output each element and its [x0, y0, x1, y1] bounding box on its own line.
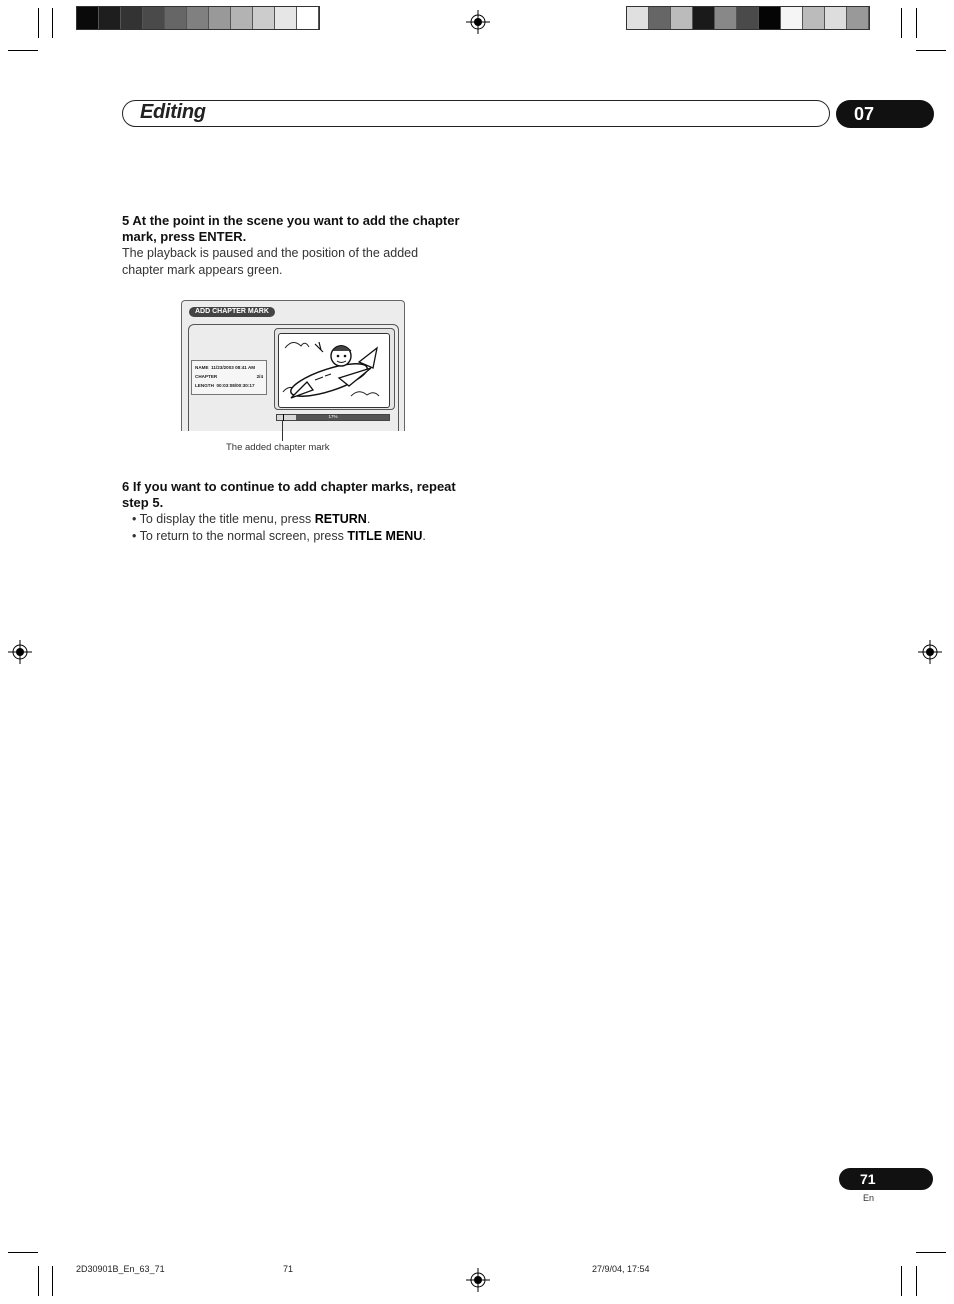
- right-bar-swatch: [649, 7, 671, 29]
- right-bar-swatch: [803, 7, 825, 29]
- left-bar-swatch: [253, 7, 275, 29]
- right-bar-swatch: [715, 7, 737, 29]
- right-bar-swatch: [759, 7, 781, 29]
- bullet-text: • To display the title menu, press: [132, 512, 315, 526]
- crop-mark: [38, 8, 39, 38]
- chapter-label: CHAPTER: [195, 374, 218, 379]
- right-bar-swatch: [671, 7, 693, 29]
- color-calibration-bar-right: [626, 6, 870, 30]
- title-info-box: [191, 360, 267, 395]
- right-bar-swatch: [825, 7, 847, 29]
- right-bar-swatch: [627, 7, 649, 29]
- name-label: NAME: [195, 365, 209, 370]
- left-bar-swatch: [99, 7, 121, 29]
- right-bar-swatch: [781, 7, 803, 29]
- language-code: En: [863, 1193, 875, 1203]
- screen-mode-tag: ADD CHAPTER MARK: [189, 307, 275, 317]
- chapter-number-badge: 07: [836, 100, 934, 128]
- footer-file-id: 2D30901B_En_63_71: [76, 1264, 165, 1274]
- chapter-value: 2/4: [256, 374, 263, 379]
- callout-leader-line: [282, 421, 283, 441]
- video-thumbnail: [278, 333, 390, 408]
- crop-mark: [916, 50, 946, 51]
- playback-progress-bar: [276, 414, 390, 421]
- left-bar-swatch: [209, 7, 231, 29]
- crop-mark: [38, 1266, 39, 1296]
- name-value: 11/23/2003 08:41 AM: [211, 365, 256, 370]
- bullet-text: • To return to the normal screen, press: [132, 529, 348, 543]
- step-6-heading: 6 If you want to continue to add chapter marks, repeat step 5.: [122, 479, 456, 510]
- left-bar-swatch: [77, 7, 99, 29]
- crop-mark: [52, 1266, 53, 1296]
- airplane-cartoon-icon: [279, 334, 390, 408]
- crop-mark: [916, 1252, 946, 1253]
- crop-mark: [8, 50, 38, 51]
- footer-date: 27/9/04, 17:54: [592, 1264, 650, 1274]
- bullet-return: [132, 511, 370, 528]
- registration-mark-icon: [466, 1268, 490, 1292]
- length-label: LENGTH: [195, 383, 214, 388]
- left-bar-swatch: [143, 7, 165, 29]
- callout-label: The added chapter mark: [226, 442, 330, 453]
- crop-mark: [8, 1252, 38, 1253]
- section-header-frame: [122, 100, 830, 127]
- left-bar-swatch: [231, 7, 253, 29]
- progress-percent: 17%: [328, 414, 338, 419]
- left-bar-swatch: [121, 7, 143, 29]
- registration-mark-icon: [466, 10, 490, 34]
- bullet-suffix: .: [422, 529, 426, 543]
- length-value: 00:03:08/00:30:17: [216, 383, 255, 388]
- bullet-suffix: .: [366, 512, 371, 526]
- key-name: TITLE MENU: [347, 529, 423, 543]
- left-bar-swatch: [187, 7, 209, 29]
- right-bar-swatch: [847, 7, 869, 29]
- left-bar-swatch: [297, 7, 319, 29]
- right-bar-swatch: [737, 7, 759, 29]
- section-title: Editing: [140, 101, 206, 123]
- left-bar-swatch: [275, 7, 297, 29]
- crop-mark: [52, 8, 53, 38]
- bullet-title-menu: [132, 528, 426, 545]
- right-bar-swatch: [693, 7, 715, 29]
- crop-mark: [916, 1266, 917, 1296]
- crop-mark: [901, 1266, 902, 1296]
- color-calibration-bar-left: [76, 6, 320, 30]
- crop-mark: [916, 8, 917, 38]
- registration-mark-icon: [8, 640, 32, 664]
- left-bar-swatch: [165, 7, 187, 29]
- step-5-body: The playback is paused and the position of the added chapter mark appears green.: [122, 246, 419, 277]
- key-name: RETURN: [314, 512, 367, 526]
- step-5-heading: 5 At the point in the scene you want to add the chapter mark, press ENTER.: [122, 213, 460, 244]
- page-number-badge: 71: [839, 1168, 933, 1190]
- footer-page: 71: [283, 1264, 294, 1274]
- crop-mark: [901, 8, 902, 38]
- registration-mark-icon: [918, 640, 942, 664]
